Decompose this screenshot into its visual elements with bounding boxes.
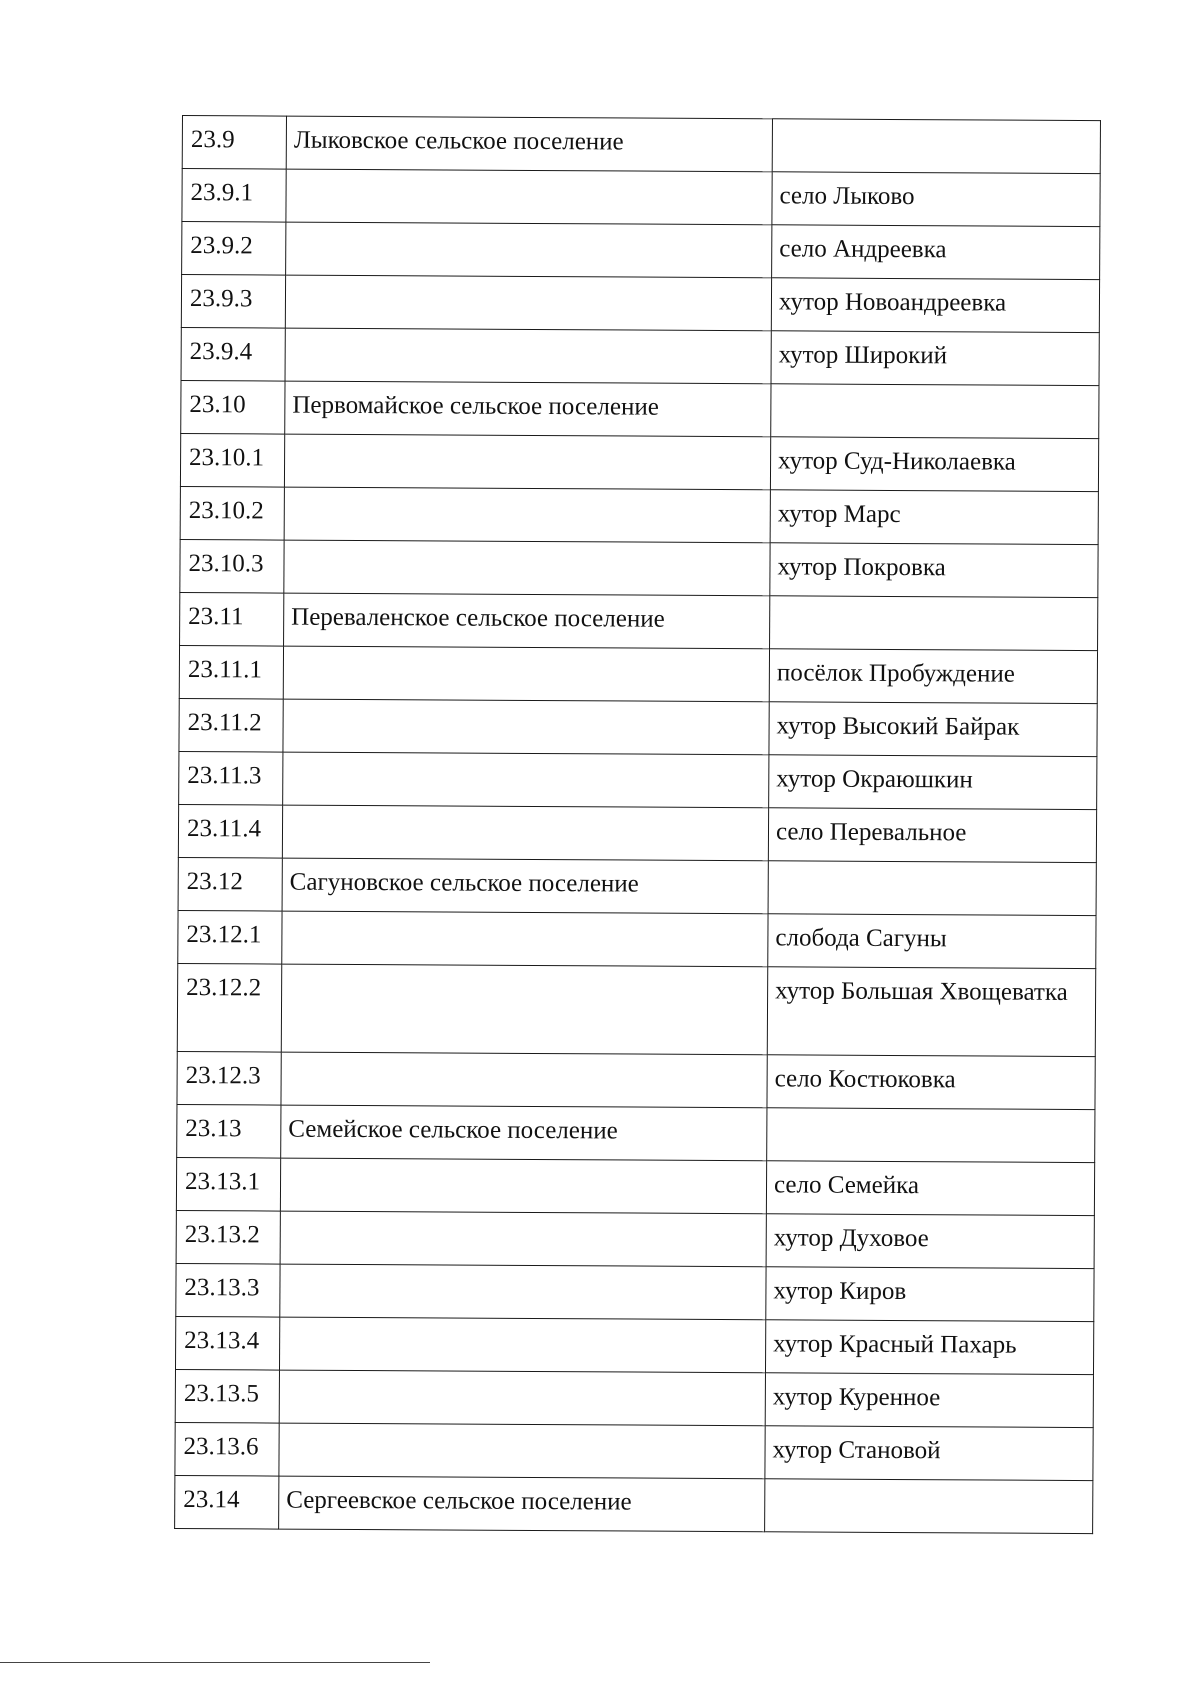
row-number: 23.12.1 <box>178 910 282 964</box>
table-row <box>179 751 1097 809</box>
table-row <box>180 539 1098 597</box>
locality-name: хутор Становой <box>765 1426 1093 1481</box>
locality-name <box>770 596 1098 651</box>
row-number: 23.13.1 <box>176 1157 280 1211</box>
settlement-name <box>283 752 769 808</box>
settlement-name <box>284 540 770 596</box>
row-number: 23.9 <box>182 116 286 170</box>
table-row <box>182 169 1100 227</box>
settlement-name: Лыковское сельское поселение <box>286 116 772 172</box>
settlement-name: Сергеевское сельское поселение <box>279 1476 765 1532</box>
locality-name: хутор Новоандреевка <box>771 278 1099 333</box>
table-row <box>178 910 1096 968</box>
table-row <box>179 698 1097 756</box>
table-row <box>176 1157 1094 1215</box>
row-number: 23.13.4 <box>175 1316 279 1370</box>
settlement-name <box>286 222 772 278</box>
locality-name <box>768 861 1096 916</box>
settlement-register-table <box>174 115 1101 1534</box>
table-row <box>175 1475 1093 1533</box>
row-number: 23.13.3 <box>176 1263 280 1317</box>
row-number: 23.9.2 <box>182 222 286 276</box>
settlement-name <box>280 1264 766 1320</box>
settlement-name <box>279 1370 765 1426</box>
footer-divider <box>0 1662 430 1663</box>
settlement-name <box>283 646 769 702</box>
settlement-name <box>284 434 770 490</box>
locality-name: хутор Большая Хвощеватка <box>767 967 1095 1057</box>
row-number: 23.12.2 <box>177 963 281 1052</box>
table-row <box>175 1422 1093 1480</box>
row-number: 23.11.4 <box>178 804 282 858</box>
row-number: 23.10.1 <box>180 433 284 487</box>
locality-name <box>772 119 1100 174</box>
locality-name: хутор Киров <box>766 1267 1094 1322</box>
locality-name: хутор Суд-Николаевка <box>770 437 1098 492</box>
settlement-name <box>283 699 769 755</box>
row-number: 23.13.2 <box>176 1210 280 1264</box>
settlement-name <box>280 1211 766 1267</box>
settlement-name <box>282 911 768 967</box>
row-number: 23.11.2 <box>179 698 283 752</box>
settlement-name <box>282 805 768 861</box>
row-number: 23.13.5 <box>175 1369 279 1423</box>
row-number: 23.11 <box>180 592 284 646</box>
locality-name: хутор Окраюшкин <box>769 755 1097 810</box>
locality-name: слобода Сагуны <box>768 914 1096 969</box>
table-row <box>181 380 1099 438</box>
row-number: 23.10 <box>181 380 285 434</box>
row-number: 23.11.1 <box>179 645 283 699</box>
settlement-name <box>281 1052 767 1108</box>
row-number: 23.10.2 <box>180 486 284 540</box>
row-number: 23.9.3 <box>181 275 285 329</box>
locality-name: село Семейка <box>766 1161 1094 1216</box>
table-row <box>178 804 1096 862</box>
row-number: 23.9.4 <box>181 327 285 381</box>
settlement-name <box>281 964 767 1055</box>
locality-name: село Лыково <box>772 172 1100 227</box>
table-row <box>176 1210 1094 1268</box>
table-row <box>177 1104 1095 1162</box>
table-row <box>177 963 1095 1056</box>
settlement-name: Сагуновское сельское поселение <box>282 858 768 914</box>
table-row <box>180 486 1098 544</box>
row-number: 23.12.3 <box>177 1051 281 1105</box>
locality-name <box>767 1108 1095 1163</box>
row-number: 23.12 <box>178 857 282 911</box>
settlement-name <box>285 275 771 331</box>
table-row <box>175 1316 1093 1374</box>
locality-name: хутор Духовое <box>766 1214 1094 1269</box>
table-row <box>181 275 1099 333</box>
table-row <box>180 592 1098 650</box>
locality-name: хутор Высокий Байрак <box>769 702 1097 757</box>
row-number: 23.13.6 <box>175 1422 279 1476</box>
table-row <box>181 327 1099 385</box>
table-row <box>182 222 1100 280</box>
locality-name: хутор Марс <box>770 490 1098 545</box>
settlement-name <box>280 1158 766 1214</box>
table-row <box>175 1369 1093 1427</box>
table-row <box>180 433 1098 491</box>
table-row <box>178 857 1096 915</box>
locality-name: хутор Красный Пахарь <box>765 1320 1093 1375</box>
settlement-name <box>279 1423 765 1479</box>
table-row <box>176 1263 1094 1321</box>
table-row <box>177 1051 1095 1109</box>
locality-name: хутор Покровка <box>770 543 1098 598</box>
locality-name: хутор Куренное <box>765 1373 1093 1428</box>
row-number: 23.13 <box>177 1104 281 1158</box>
locality-name: хутор Широкий <box>771 331 1099 386</box>
locality-name <box>765 1479 1093 1534</box>
row-number: 23.14 <box>175 1475 279 1529</box>
row-number: 23.11.3 <box>179 751 283 805</box>
settlement-name <box>284 487 770 543</box>
locality-name: село Перевальное <box>768 808 1096 863</box>
locality-name <box>771 384 1099 439</box>
row-number: 23.10.3 <box>180 539 284 593</box>
settlement-name: Первомайское сельское поселение <box>285 381 771 437</box>
locality-name: село Андреевка <box>772 225 1100 280</box>
table-row <box>179 645 1097 703</box>
row-number: 23.9.1 <box>182 169 286 223</box>
locality-name: посёлок Пробуждение <box>769 649 1097 704</box>
locality-name: село Костюковка <box>767 1055 1095 1110</box>
settlement-name <box>279 1317 765 1373</box>
table-row <box>182 116 1100 174</box>
settlement-name <box>286 169 772 225</box>
settlement-name: Переваленское сельское поселение <box>284 593 770 649</box>
settlement-name: Семейское сельское поселение <box>281 1105 767 1161</box>
settlement-name <box>285 328 771 384</box>
